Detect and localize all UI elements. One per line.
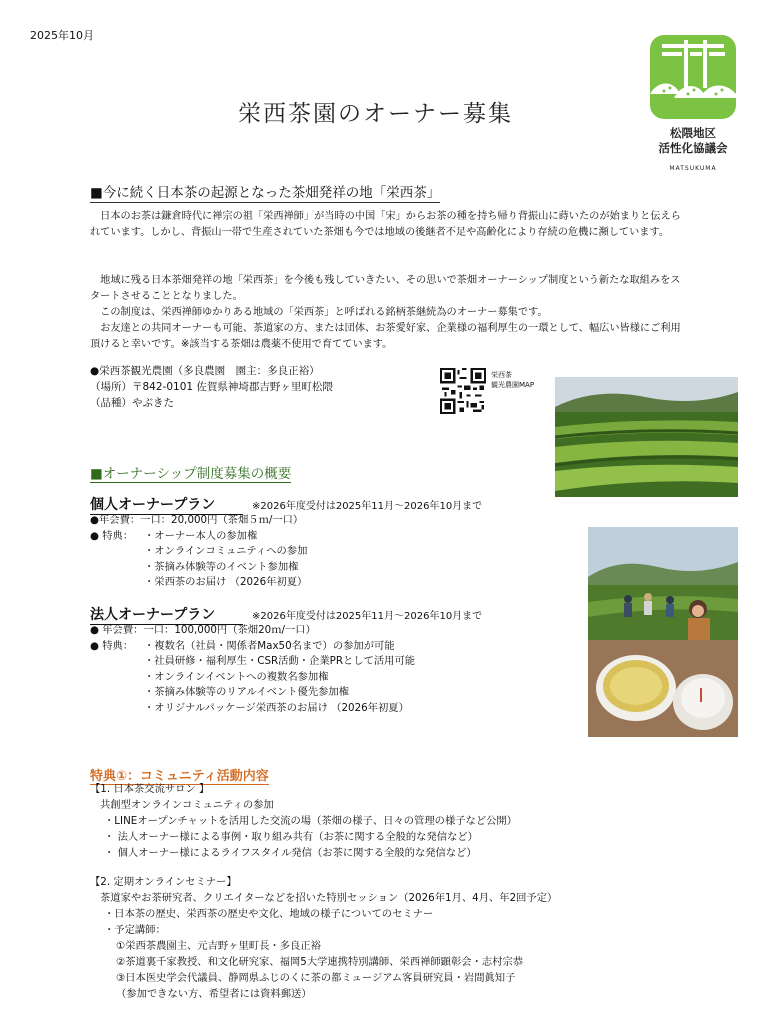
seminar-item-2: ・予定講師： [104,924,166,936]
list-item: ・オーナー本人の参加権 [144,529,258,542]
farm-variety: （品種）やぶきた [90,397,174,409]
individual-benefits-list [144,529,307,591]
seminar-item-1: ・日本茶の歴史、栄西茶の歴史や文化、地域の様子についてのセミナー [104,908,434,920]
qr-label [491,370,534,390]
intro-paragraph-1: 日本のお茶は鎌倉時代に禅宗の祖「栄西禅師」が当時の中国「宋」からお茶の種を持ち帰り背振山に蒔いたのが始まりと伝えられています。しかし、背振山一帯で生産されていた茶畑も今では地域の後継者不足や高齢化により存続の危機に瀕しています。 [90,211,681,238]
lecturer-item: ③日本医史学会代議員、静岡県ふじのくに茶の都ミュージアム客員研究員・岩間眞知子 [116,972,516,984]
lecturer-item: ②茶道裏千家教授、和文化研究家、福岡5大学連携特別講師、栄西禅師顕彰会・志村宗恭 [116,956,524,968]
matsukuma-logo [648,32,738,172]
list-item: ・オンラインイベントへの複数名参加権 [144,670,329,683]
list-item: ・LINEオープンチャットを活用した交流の場（茶畑の様子、日々の管理の様子など公開） [104,815,518,827]
corporate-benefits-list [144,639,415,717]
overview-heading: ■オーナーシップ制度募集の概要 [90,462,291,483]
list-item: ・茶摘み体験等のイベント参加権 [144,560,299,573]
page-title: 栄西茶園のオーナー募集 [238,101,513,127]
corporate-fee: ● 年会費：一口：100,000円（茶畑20ｍ/一口） [90,624,316,636]
list-item: ・オリジナルパッケージ栄西茶のお届け （2026年初夏） [144,701,409,714]
list-item: ・社員研修・福利厚生・CSR活動・企業PRとして活用可能 [144,655,416,667]
farm-info [90,363,333,411]
seminar-title: 【2. 定期オンラインセミナー】 [90,876,237,888]
logo-line1: 松隈地区 [670,126,716,140]
list-item: ・栄西茶のお届け （2026年初夏） [144,576,308,588]
list-item: ・茶摘み体験等のリアルイベント優先参加権 [144,686,350,698]
intro-paragraph-2: 地域に残る日本茶畑発祥の地「栄西茶」を今後も残していきたい、その思いで茶畑オーナーシップ制度という新たな取組みをスタートさせることとなりました。 [90,275,681,302]
farm-name: ●栄西茶観光農園（多良農園 園主：多良正裕） [90,365,320,377]
salon-section [90,781,710,861]
corporate-benefits [90,639,415,717]
benefit1-heading: 特典①：コミュニティ活動内容 [90,765,269,785]
logo-subtitle: MATSUKUMA [669,165,717,172]
individual-benefits-label: ● 特典： [90,529,134,542]
intro-heading: ■今に続く日本茶の起源となった茶畑発祥の地「栄西茶」 [90,181,440,203]
logo-title [648,126,738,156]
individual-benefits [90,529,307,591]
lecturer-item: ①栄西茶農園主、元吉野ヶ里町長・多良正裕 [116,940,321,952]
tea-field-logo-icon [648,32,738,122]
individual-fee: ●年会費：一口：20,000円（茶畑５ｍ/一口） [90,514,304,526]
list-item: ・ 法人オーナー様による事例・取り組み共有（お茶に関する全般的な発信など） [104,831,478,843]
logo-line2: 活性化協議会 [658,141,728,155]
seminar-lead: 茶道家やお茶研究者、クリエイターなどを招いた特別セッション（2026年1月、4月、年2回予定） [100,892,558,904]
list-item: ・ 個人オーナー様によるライフスタイル発信（お茶に関する全般的な発信など） [104,847,477,859]
tea-picking-photo [588,527,738,640]
tea-field-photo [555,377,738,497]
issue-date: 2025年10月 [30,29,94,42]
individual-plan-title: 個人オーナープラン [90,494,243,515]
seminar-section [90,874,710,1002]
seminar-note: （参加できない方、希望者には資料郵送） [116,988,312,1000]
intro-paragraph-3: この制度は、栄西禅師ゆかりある地域の「栄西茶」と呼ばれる銘柄茶継続為のオーナー募集です。 [90,307,548,318]
tea-cup-photo [588,640,738,737]
list-item: ・複数名（社員・関係者Max50名まで）の参加が可能 [144,639,395,652]
salon-lead: 共創型オンラインコミュニティの参加 [100,799,274,811]
corporate-plan-note: ※2026年度受付は2025年11月～2026年10月まで [252,611,483,622]
qr-label-line1: 栄西茶 [491,371,512,379]
corporate-benefits-label: ● 特典： [90,639,134,652]
intro-paragraph-4: お友達との共同オーナーも可能、茶道家の方、または団体、お茶愛好家、企業様の福利厚生の一環として、幅広い皆様にご利用頂けると幸いです。※該当する茶畑は農薬不使用で育てています。 [90,323,681,350]
individual-plan-note: ※2026年度受付は2025年11月～2026年10月まで [252,501,483,512]
farm-place: （場所）〒842-0101 佐賀県神埼郡吉野ヶ里町松隈 [90,381,333,393]
individual-plan-details [90,513,307,591]
corporate-plan-details [90,623,415,716]
list-item: ・オンラインコミュニティへの参加 [144,545,308,557]
map-qr-code[interactable] [440,368,486,414]
corporate-plan-title: 法人オーナープラン [90,604,243,625]
qr-label-line2: 観光農園MAP [491,381,535,389]
salon-title: 【1. 日本茶交流サロン 】 [90,783,210,795]
